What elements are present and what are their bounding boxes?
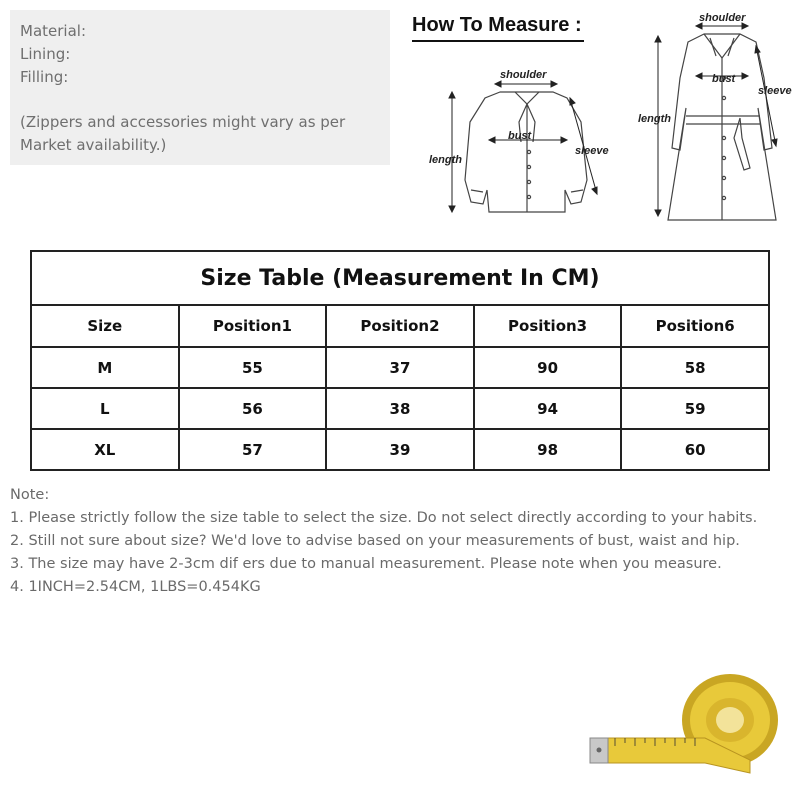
note-item: 1. Please strictly follow the size table to select the size. Do not select directly according to your habits. [10, 510, 758, 526]
note-item: 2. Still not sure about size? We'd love to advise based on your measurements of bust, waist and hip. [10, 533, 740, 549]
cell-value: 57 [179, 429, 327, 470]
coat-length-label: length [638, 113, 671, 125]
blouse-measure-diagram [425, 62, 620, 222]
cell-value: 39 [326, 429, 474, 470]
filling-label: Filling: [20, 68, 69, 86]
size-table-container [30, 250, 770, 471]
cell-value: 55 [179, 347, 327, 388]
blouse-shoulder-label: shoulder [500, 69, 547, 81]
table-row [31, 388, 769, 429]
blouse-bust-label: bust [508, 130, 532, 142]
material-label: Material: [20, 22, 86, 40]
cell-value: 59 [621, 388, 769, 429]
blouse-length-label: length [429, 154, 462, 166]
table-row [31, 347, 769, 388]
lining-label: Lining: [20, 45, 71, 63]
material-info-box [10, 10, 390, 165]
cell-value: 90 [474, 347, 622, 388]
notes-heading: Note: [10, 487, 50, 503]
cell-size: XL [31, 429, 179, 470]
table-header-row [31, 305, 769, 347]
blouse-sleeve-label: sleeve [575, 145, 609, 157]
header-position3: Position3 [474, 305, 622, 347]
accessories-note-line-1: (Zippers and accessories might vary as per [20, 113, 346, 131]
title-underline [412, 40, 584, 42]
cell-value: 94 [474, 388, 622, 429]
how-to-measure-title: How To Measure : [412, 14, 582, 36]
accessories-note-line-2: Market availability.) [20, 136, 167, 154]
cell-size: M [31, 347, 179, 388]
cell-size: L [31, 388, 179, 429]
header-position1: Position1 [179, 305, 327, 347]
note-item: 3. The size may have 2-3cm dif ers due to manual measurement. Please note when you measure. [10, 556, 722, 572]
cell-value: 98 [474, 429, 622, 470]
size-table-title: Size Table (Measurement In CM) [31, 251, 769, 305]
notes-section [10, 484, 757, 599]
cell-value: 56 [179, 388, 327, 429]
header-size: Size [31, 305, 179, 347]
measuring-tape-icon [585, 668, 785, 778]
coat-shoulder-label: shoulder [699, 12, 746, 24]
cell-value: 60 [621, 429, 769, 470]
cell-value: 37 [326, 347, 474, 388]
cell-value: 58 [621, 347, 769, 388]
header-position2: Position2 [326, 305, 474, 347]
coat-bust-label: bust [712, 73, 736, 85]
coat-sleeve-label: sleeve [758, 85, 792, 97]
size-table [30, 250, 770, 471]
note-item: 4. 1INCH=2.54CM, 1LBS=0.454KG [10, 579, 261, 595]
cell-value: 38 [326, 388, 474, 429]
coat-measure-diagram [636, 8, 796, 228]
header-position6: Position6 [621, 305, 769, 347]
table-row [31, 429, 769, 470]
